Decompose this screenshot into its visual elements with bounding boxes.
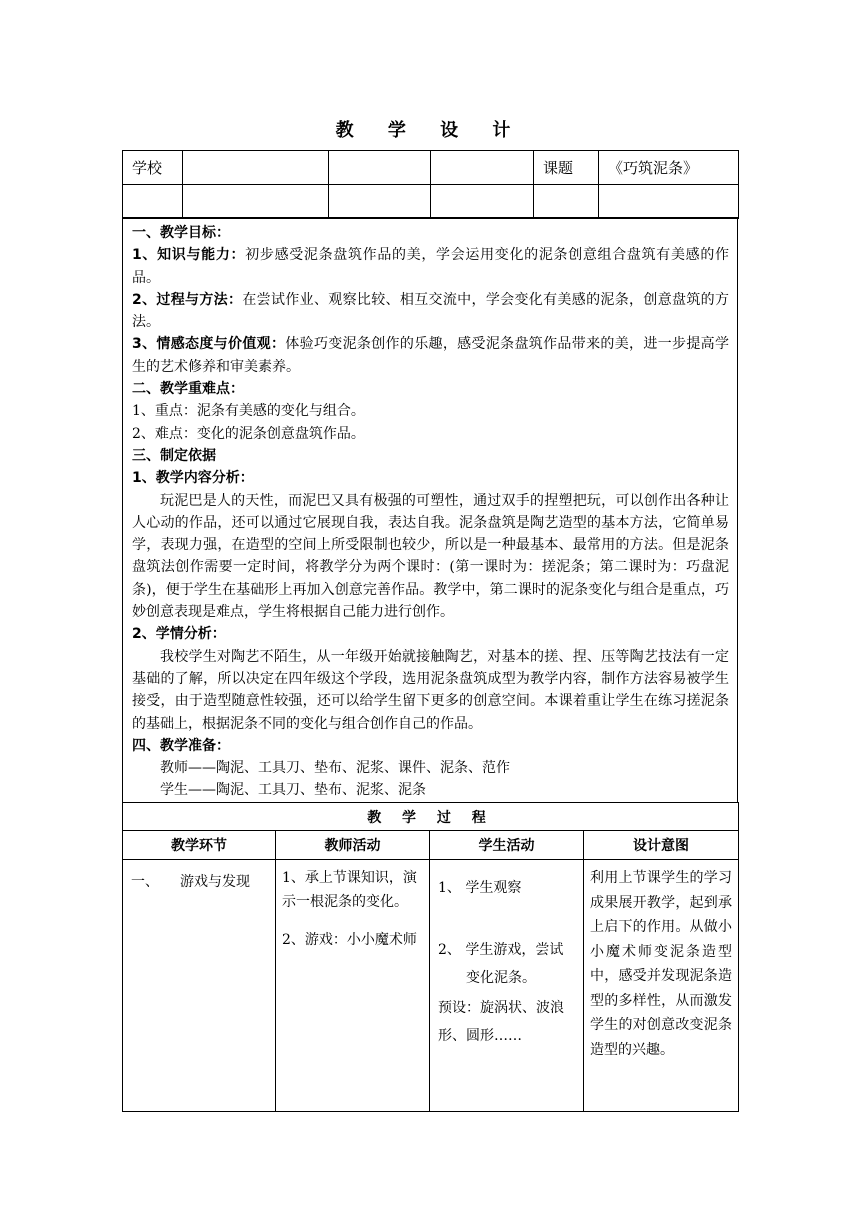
objective-3: 3、情感态度与价值观：体验巧变泥条创作的乐趣，感受泥条盘筑作品带来的美，进一步提高学生的艺术修养和审美素养。 — [132, 336, 729, 375]
section-title: 四、教学准备： — [132, 737, 230, 754]
header-table — [122, 150, 739, 219]
difficult-point: 2、难点：变化的泥条创意盘筑作品。 — [132, 425, 365, 442]
page-title: 教 学 设 计 — [335, 120, 525, 141]
student-activity-cell — [430, 860, 584, 1112]
process-title: 教 学 过 程 — [123, 803, 739, 831]
blank-cell[interactable] — [329, 185, 431, 219]
student-activity-item: 1、 学生观察 — [438, 880, 522, 896]
teacher-prep: 教师——陶泥、工具刀、垫布、泥浆、课件、泥条、范作 — [160, 760, 510, 777]
lesson-content — [122, 217, 738, 803]
process-table — [122, 802, 739, 1112]
blank-cell[interactable] — [183, 185, 329, 219]
design-intent-cell — [584, 860, 739, 1112]
blank-cell[interactable] — [329, 151, 431, 185]
student-analysis-text: 我校学生对陶艺不陌生，从一年级开始就接触陶艺，对基本的搓、捏、压等陶艺技法有一定基础的了解，所以决定在四年级这个学段，选用泥条盘筑成型为教学内容，制作方法容易被学生接受，由于造型随意性较强，还可以给学生留下更多的创意空间。本课着重让学生在练习搓泥条的基础上，根据泥条不同的变化与组合创作自己的作品。 — [132, 648, 729, 732]
column-header: 教师活动 — [276, 831, 430, 860]
section-title: 一、教学目标： — [132, 225, 230, 241]
objective-1: 1、知识与能力：初步感受泥条盘筑作品的美，学会运用变化的泥条创意组合盘筑有美感的作品。 — [132, 247, 730, 286]
teaching-step-cell — [123, 860, 276, 1112]
teacher-activity-item: 1、承上节课知识，演示一根泥条的变化。 — [282, 870, 417, 910]
teacher-activity-item: 2、游戏：小小魔术师 — [282, 932, 417, 948]
student-activity-item: 2、 学生游戏，尝试 — [438, 942, 564, 958]
column-header: 设计意图 — [584, 831, 739, 860]
blank-cell[interactable] — [431, 185, 534, 219]
subsection-title: 2、学情分析： — [132, 626, 226, 643]
key-point: 1、重点：泥条有美感的变化与组合。 — [132, 403, 365, 420]
topic-label: 课题 — [534, 151, 599, 185]
section-title: 二、教学重难点： — [132, 381, 244, 398]
teacher-activity-cell — [276, 860, 430, 1112]
objective-2: 2、过程与方法：在尝试作业、观察比较、相互交流中，学会变化有美感的泥条，创意盘筑的方法。 — [132, 291, 729, 331]
student-prep: 学生——陶泥、工具刀、垫布、泥浆、泥条 — [160, 782, 426, 799]
student-activity-item: 变化泥条。 — [466, 970, 536, 986]
blank-cell[interactable] — [599, 185, 739, 219]
subsection-title: 1、教学内容分析： — [132, 470, 254, 487]
content-analysis-text: 玩泥巴是人的天性，而泥巴又具有极强的可塑性，通过双手的捏塑把玩，可以创作出各种让人心动的作品，还可以通过它展现自我，表达自我。泥条盘筑是陶艺造型的基本方法，它简单易学，表现力强，在造型的空间上所受限制也较少，所以是一种最基本、最常用的方法。但是泥条盘筑法创作需要一定时间，将教学分为两个课时：(第一课时为：搓泥条；第二课时为：巧盘泥条)，便于学生在基础形上再加入创意完善作品。教学中，第二课时的泥条变化与组合是重点，巧妙创意表现是难点，学生将根据自己能力进行创作。 — [132, 492, 729, 621]
topic-value: 《巧筑泥条》 — [599, 151, 739, 185]
blank-cell[interactable] — [123, 185, 183, 219]
teaching-step: 一、 游戏与发现 — [131, 874, 250, 890]
column-header: 教学环节 — [123, 831, 276, 860]
blank-cell[interactable] — [534, 185, 599, 219]
column-header: 学生活动 — [430, 831, 584, 860]
student-activity-item: 预设：旋涡状、波浪形、圆形…… — [438, 1000, 564, 1044]
school-value-cell[interactable] — [183, 151, 329, 185]
school-label: 学校 — [123, 151, 183, 185]
section-title: 三、制定依据 — [132, 447, 216, 464]
blank-cell[interactable] — [431, 151, 534, 185]
design-intent-text: 利用上节课学生的学习成果展开教学，起到承上启下的作用。从做小小魔术师变泥条造型中，感受并发现泥条造型的多样性，从而激发学生的对创意改变泥条造型的兴趣。 — [590, 870, 732, 1058]
